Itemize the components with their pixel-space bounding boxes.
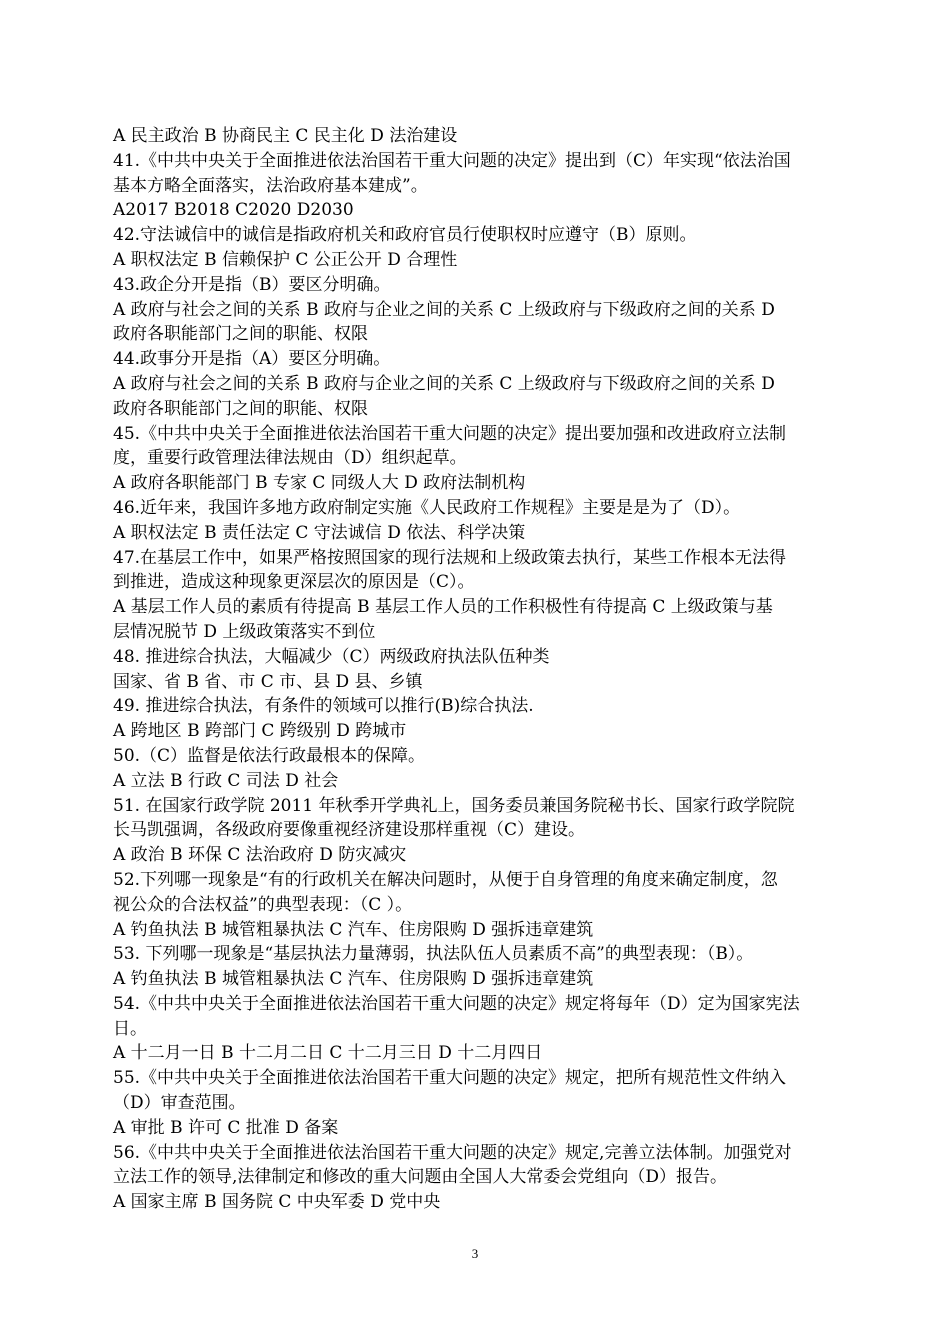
text-line: 55.《中共中央关于全面推进依法治国若干重大问题的决定》规定，把所有规范性文件纳入 — [113, 1068, 787, 1089]
text-line: 层情况脱节 D 上级政策落实不到位 — [113, 621, 376, 642]
text-line: A 基层工作人员的素质有待提高 B 基层工作人员的工作积极性有待提高 C 上级政策与基 — [113, 597, 773, 618]
text-line: 45.《中共中央关于全面推进依法治国若干重大问题的决定》提出要加强和改进政府立法制 — [113, 423, 787, 444]
text-line: 43.政企分开是指（B）要区分明确。 — [113, 274, 391, 295]
text-line: 53. 下列哪一现象是“基层执法力量薄弱，执法队伍人员素质不高”的典型表现：（B）。 — [113, 944, 754, 965]
text-line: 46.近年来，我国许多地方政府制定实施《人民政府工作规程》主要是是为了（D）。 — [113, 497, 741, 518]
text-line: 政府各职能部门之间的职能、权限 — [113, 324, 368, 345]
text-line: A 立法 B 行政 C 司法 D 社会 — [113, 770, 339, 791]
text-line: 54.《中共中央关于全面推进依法治国若干重大问题的决定》规定将每年（D）定为国家宪法 — [113, 993, 800, 1014]
text-line: 56.《中共中央关于全面推进依法治国若干重大问题的决定》规定,完善立法体制。加强党对 — [113, 1142, 792, 1163]
text-line: A 职权法定 B 责任法定 C 守法诚信 D 依法、科学决策 — [113, 522, 526, 543]
text-line: A 国家主席 B 国务院 C 中央军委 D 党中央 — [113, 1192, 441, 1213]
text-line: 44.政事分开是指（A）要区分明确。 — [113, 349, 391, 370]
text-line: 48. 推进综合执法，大幅减少（C）两级政府执法队伍种类 — [113, 646, 550, 667]
text-line: A 跨地区 B 跨部门 C 跨级别 D 跨城市 — [113, 721, 407, 742]
text-line: A 政府各职能部门 B 专家 C 同级人大 D 政府法制机构 — [113, 473, 526, 494]
text-line: A 政府与社会之间的关系 B 政府与企业之间的关系 C 上级政府与下级政府之间的关系 D — [113, 373, 775, 394]
text-line: A 民主政治 B 协商民主 C 民主化 D 法治建设 — [113, 126, 458, 146]
text-line: 日。 — [113, 1018, 147, 1039]
text-line: 基本方略全面落实，法治政府基本建成”。 — [113, 175, 428, 196]
text-line: 到推进，造成这种现象更深层次的原因是（C）。 — [113, 572, 475, 593]
text-line: 度，重要行政管理法律法规由（D）组织起草。 — [113, 448, 467, 469]
text-line: 51. 在国家行政学院 2011 年秋季开学典礼上，国务委员兼国务院秘书长、国家行政学院院 — [113, 795, 795, 816]
text-line: 长马凯强调，各级政府要像重视经济建设那样重视（C）建设。 — [113, 820, 586, 841]
text-line: 52.下列哪一现象是“有的行政机关在解决问题时，从便于自身管理的角度来确定制度，忽 — [113, 869, 778, 890]
text-line: A 职权法定 B 信赖保护 C 公正公开 D 合理性 — [113, 249, 458, 270]
text-line: 视公众的合法权益”的典型表现：（C ）。 — [113, 894, 413, 915]
page-number: 3 — [471, 1246, 479, 1261]
text-line: A 钓鱼执法 B 城管粗暴执法 C 汽车、住房限购 D 强拆违章建筑 — [113, 969, 594, 990]
text-line: （D）审查范围。 — [113, 1093, 246, 1114]
text-line: A 钓鱼执法 B 城管粗暴执法 C 汽车、住房限购 D 强拆违章建筑 — [113, 919, 594, 940]
text-line: 41.《中共中央关于全面推进依法治国若干重大问题的决定》提出到（C）年实现“依法治国 — [113, 150, 791, 171]
text-line: 49. 推进综合执法，有条件的领域可以推行(B)综合执法. — [113, 696, 534, 717]
text-line: 50.（C）监督是依法行政最根本的保障。 — [113, 745, 426, 766]
text-line: A2017 B2018 C2020 D2030 — [113, 200, 354, 221]
text-line: A 政治 B 环保 C 法治政府 D 防灾减灾 — [113, 845, 407, 866]
text-line: 42.守法诚信中的诚信是指政府机关和政府官员行使职权时应遵守（B）原则。 — [113, 225, 697, 246]
text-line: A 政府与社会之间的关系 B 政府与企业之间的关系 C 上级政府与下级政府之间的关系 D — [113, 299, 775, 320]
text-line: 47.在基层工作中，如果严格按照国家的现行法规和上级政策去执行，某些工作根本无法得 — [113, 547, 787, 568]
text-line: 国家、省 B 省、市 C 市、县 D 县、乡镇 — [113, 671, 423, 692]
text-line: 立法工作的领导,法律制定和修改的重大问题由全国人大常委会党组向（D）报告。 — [113, 1167, 728, 1188]
document-body — [113, 124, 861, 1215]
text-line: A 十二月一日 B 十二月二日 C 十二月三日 D 十二月四日 — [113, 1043, 543, 1064]
text-line: 政府各职能部门之间的职能、权限 — [113, 398, 368, 419]
text-line: A 审批 B 许可 C 批准 D 备案 — [113, 1117, 339, 1138]
